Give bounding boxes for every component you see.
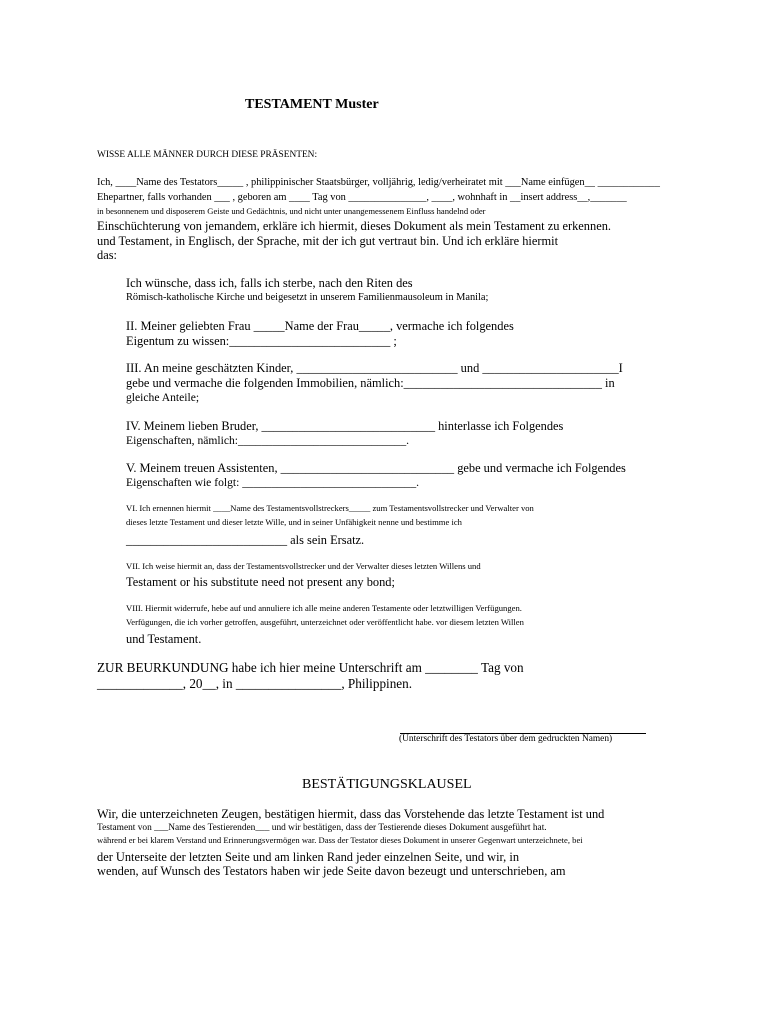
confirmation-heading: BESTÄTIGUNGSKLAUSEL: [302, 777, 472, 792]
attestation-line: ZUR BEURKUNDUNG habe ich hier meine Unterschrift am ________ Tag von: [97, 660, 524, 675]
preamble: WISSE ALLE MÄNNER DURCH DIESE PRÄSENTEN:: [97, 150, 318, 160]
clause-7-line: Testament or his substitute need not present any bond;: [126, 575, 395, 589]
intro-line: Einschüchterung von jemandem, erkläre ich hiermit, dieses Dokument als mein Testament zu erkennen.: [97, 219, 611, 233]
confirmation-line: Wir, die unterzeichneten Zeugen, bestätigen hiermit, dass das Vorstehende das letzte Testament ist und: [97, 807, 605, 821]
clause-6-line: VI. Ich ernennen hiermit ____Name des Testamentsvollstreckers_____ zum Testamentsvollstrecker und Verwalter von: [126, 503, 534, 513]
clause-1-line: Römisch-katholische Kirche und beigesetzt in unserem Familienmausoleum in Manila;: [126, 292, 489, 303]
clause-8-line: VIII. Hiermit widerrufe, hebe auf und annuliere ich alle meine anderen Testamente oder letztwilligen Verfügungen.: [126, 603, 522, 613]
clause-4-line: IV. Meinem lieben Bruder, ____________________________ hinterlasse ich Folgendes: [126, 419, 564, 433]
clause-8-line: Verfügungen, die ich vorher getroffen, ausgeführt, unterzeichnet oder veröffentlicht habe. vor diesem letzten Willen: [126, 617, 524, 627]
page-title: TESTAMENT Muster: [245, 97, 379, 112]
intro-line: Ich, ____Name des Testators_____ , philippinischer Staatsbürger, volljährig, ledig/verheiratet mit ___Name einfügen__ ____________: [97, 177, 660, 188]
intro-line: Ehepartner, falls vorhanden ___ , geboren am ____ Tag von _______________, ____, wohnhaft in __insert address__,_______: [97, 192, 627, 203]
confirmation-line: während er bei klarem Verstand und Erinnerungsvermögen war. Dass der Testator dieses Dokument in unserer Gegenwart unterzeichnete, bei: [97, 835, 583, 845]
clause-4-line: Eigenschaften, nämlich:_____________________________.: [126, 434, 410, 447]
intro-line: das:: [97, 248, 117, 262]
intro-line: in besonnenem und disposerem Geiste und Gedächtnis, und nicht unter unangemessenem Einfluss handelnd oder: [97, 206, 486, 216]
clause-7-line: VII. Ich weise hiermit an, dass der Testamentsvollstrecker und der Verwalter dieses letzten Willens und: [126, 561, 481, 571]
clause-3-line: gleiche Anteile;: [126, 391, 200, 404]
clause-8-line: und Testament.: [126, 632, 202, 646]
clause-6-line: dieses letzte Testament und dieser letzte Wille, und in seiner Unfähigkeit nenne und bestimme ich: [126, 517, 462, 527]
clause-1-line: Ich wünsche, dass ich, falls ich sterbe, nach den Riten des: [126, 276, 413, 290]
clause-6-line: __________________________ als sein Ersatz.: [126, 533, 365, 547]
clause-2-line: II. Meiner geliebten Frau _____Name der Frau_____, vermache ich folgendes: [126, 319, 514, 333]
clause-3-line: III. An meine geschätzten Kinder, __________________________ und ______________________I: [126, 361, 623, 375]
confirmation-line: der Unterseite der letzten Seite und am linken Rand jeder einzelnen Seite, und wir, in: [97, 850, 520, 864]
attestation-line: _____________, 20__, in ________________, Philippinen.: [97, 676, 413, 691]
clause-3-line: gebe und vermache die folgenden Immobilien, nämlich:________________________________ in: [126, 376, 615, 390]
confirmation-line: wenden, auf Wunsch des Testators haben wir jede Seite davon bezeugt und unterschrieben, am: [97, 864, 566, 878]
signature-caption: (Unterschrift des Testators über dem gedruckten Namen): [399, 734, 613, 744]
confirmation-line: Testament von ___Name des Testierenden___ und wir bestätigen, dass der Testierende dieses Dokument ausgeführt hat.: [97, 823, 547, 833]
clause-5-line: Eigenschaften wie folgt: ______________________________.: [126, 476, 420, 489]
clause-2-line: Eigentum zu wissen:__________________________ ;: [126, 334, 397, 348]
clause-5-line: V. Meinem treuen Assistenten, ____________________________ gebe und vermache ich Folgendes: [126, 461, 626, 475]
intro-line: und Testament, in Englisch, der Sprache, mit der ich gut vertraut bin. Und ich erkläre hiermit: [97, 234, 559, 248]
